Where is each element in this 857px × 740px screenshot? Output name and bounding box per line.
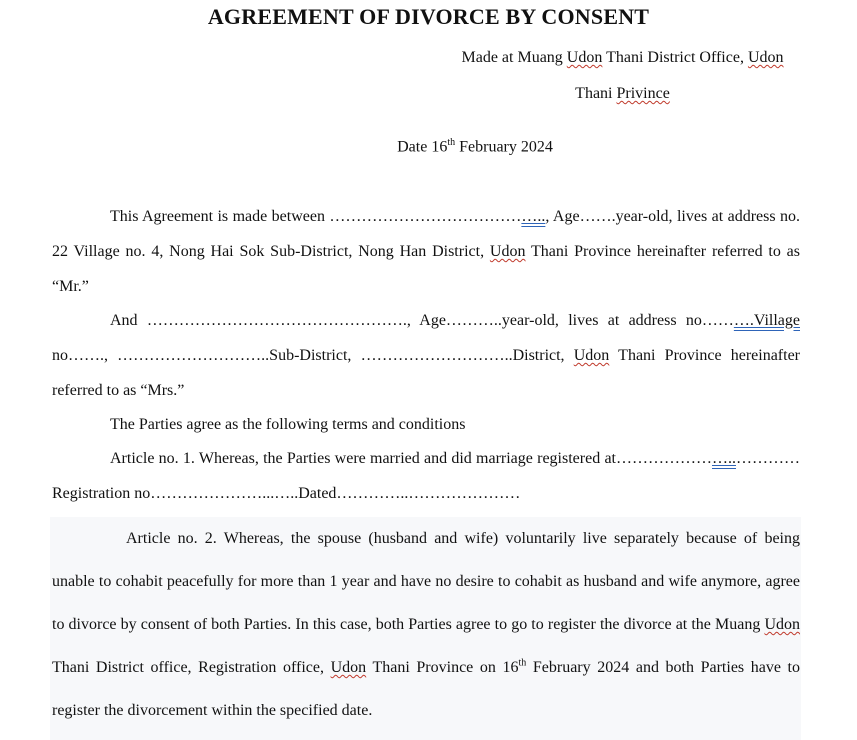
agreement-date — [0, 137, 857, 156]
spellcheck-word: Udon — [330, 659, 367, 676]
paragraph-parties-mr — [52, 199, 800, 304]
grammar-mark: ….. — [521, 208, 546, 225]
text-run: Thani District office, Registration office, — [52, 659, 331, 676]
paragraph-terms-intro: The Parties agree as the following terms and conditions — [110, 416, 466, 433]
text-run: This Agreement is made between ……………………………… — [110, 208, 522, 225]
paragraph-article-2 — [52, 517, 800, 732]
grammar-mark: ….. — [712, 450, 736, 467]
text-run: , Age…….year-old, lives at address no. 22 Village no. 4, Nong Hai Sok Sub-District, Nong Han District, — [52, 208, 800, 260]
spellcheck-word: Udon — [764, 616, 800, 633]
spellcheck-word: Udon — [573, 347, 610, 364]
text-run: …………Registration no…………………...…..Dated…………..………………… — [52, 450, 800, 502]
spellcheck-word: Privince — [616, 85, 670, 102]
text-run: Article no. 1. Whereas, the Parties were married and did marriage registered at……………… — [110, 450, 712, 467]
date-superscript: th — [518, 657, 527, 669]
text-run: And …………………………………………., Age………..year-old, lives at address no…… — [110, 312, 734, 329]
date-superscript: th — [447, 137, 456, 148]
text-run: no……., ………………………..Sub-District, ………………………..District, — [52, 347, 574, 364]
date-prefix: Date 16 — [397, 138, 448, 156]
document-title: AGREEMENT OF DIVORCE BY CONSENT — [207, 4, 650, 29]
text-run: Thani Province hereinafter referred to as “Mr.” — [52, 243, 800, 295]
text-run: February 2024 and both Parties have to register the divorcement within the specified date. — [52, 659, 801, 719]
made-at-line-1 — [450, 49, 795, 67]
text-run: Thani Province on 16 — [366, 659, 519, 676]
grammar-mark: ….Village — [733, 312, 800, 329]
paragraph-parties-mrs — [52, 303, 800, 408]
paragraph-article-1 — [52, 441, 800, 511]
text-run: Article no. 2. Whereas, the spouse (husband and wife) voluntarily live separately because of being unable to cohabit peacefully for more than 1 year and have no desire to cohabit as husband and wife anymore, agree to divorce by consent of both Parties. In this case, both Parties agree to go to register the divorce at the Muang — [52, 530, 800, 633]
made-at-line2-text: Thani — [575, 85, 617, 102]
spellcheck-word: Udon — [747, 49, 784, 66]
text-run: Thani Province hereinafter referred to as “Mrs.” — [52, 347, 800, 399]
date-suffix: February 2024 — [455, 138, 553, 156]
made-at-prefix: Made at Muang — [461, 49, 567, 66]
spellcheck-word: Udon — [489, 243, 526, 260]
made-at-mid: Thani District Office, — [602, 49, 748, 66]
made-at-line-2 — [450, 85, 795, 103]
spellcheck-word: Udon — [566, 49, 603, 66]
